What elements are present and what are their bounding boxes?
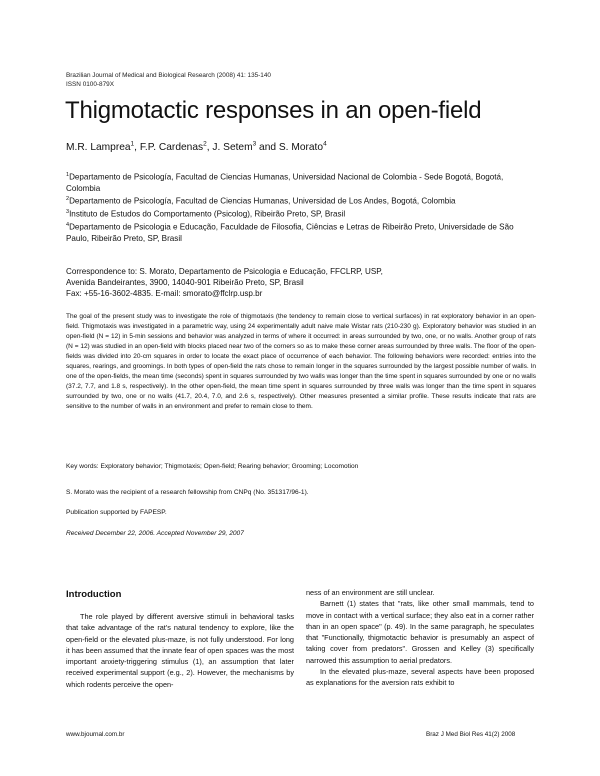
author-name: M.R. Lamprea: [66, 142, 131, 153]
author-list: [66, 142, 327, 153]
affiliation: [66, 194, 536, 207]
abstract: The goal of the present study was to investigate the role of thigmotaxis (the tendency to remain close to vertical surfaces) in rat exploratory behavior in an open-field. Thigmotaxis was investigated in a parametric way, using 24 experimentally adult naive male Wistar rats (210-230 g). Exploratory behavior was studied in an open-field (N = 12) in 5-min sessions and behavior was analyzed in terms of where it occurred: in areas surrounded by two, one, or no walls. Another group of rats (N = 12) was studied in an open-field with blocks placed near two of the corners so as to make these corner areas surrounded by three walls. The floor of the open-fields was divided into 20-cm squares in order to locate the exact place of occurrence of each behavior. The following behaviors were recorded: entries into the squares, rearings, and groomings. In both types of open-field the rats chose to remain longer in the squares surrounded by the largest possible number of walls. In one of the open-fields, the mean time (seconds) spent in squares surrounded by two walls was longer than the time spent in squares surrounded by one or no walls (37.2, 7.7, and 1.8 s, respectively). In the other open-field, the mean time spent in squares surrounded by three walls was longer than the time spent in squares surrounded by two, one or no walls (41.7, 20.4, 7.0, and 2.6 s, respectively). Other measures presented a similar profile. These results indicate that rats are sensitive to the number of walls in an environment and prefer to remain close to them.: [66, 313, 536, 410]
correspondence-line: Correspondence to: S. Morato, Departamento de Psicologia e Educação, FFCLRP, USP,: [66, 267, 383, 276]
affiliation-text: Departamento de Psicologia e Educação, Faculdade de Filosofia, Ciências e Letras de Ribeirão Preto, Universidade de São Paulo, Ribeirão Preto, SP, Brasil: [66, 222, 514, 243]
author-affiliation-mark: 3: [252, 140, 257, 148]
correspondence-line: Fax: +55-16-3602-4835. E-mail: smorato@ffclrp.usp.br: [66, 289, 263, 299]
author-affiliation-mark: 1: [130, 140, 135, 148]
author-separator: ,: [134, 142, 140, 153]
body-column-left: [66, 589, 294, 690]
body-paragraph: Barnett (1) states that "rats, like other small mammals, tend to move in contact with a vertical surface; they also eat in a corner rather than in an open space" (p. 49). In the same paragraph, he speculates that "Functionally, thigmotactic behavior is presumably an aspect of taking cover from predators". Grossen and Kelley (3) specifically narrowed this assumption to aerial predators.: [306, 599, 534, 665]
footer-citation: Braz J Med Biol Res 41(2) 2008: [426, 731, 516, 738]
received-dates: Received December 22, 2006. Accepted November 29, 2007: [66, 530, 244, 537]
affiliation-list: [66, 170, 536, 244]
affiliation-mark: 2: [66, 196, 70, 203]
section-heading-introduction: Introduction: [66, 589, 122, 600]
paper-title: Thigmotactic responses in an open-field: [65, 97, 482, 124]
body-paragraph: ness of an environment are still unclear.: [306, 588, 435, 597]
journal-header: [66, 71, 271, 89]
support-note: Publication supported by FAPESP.: [66, 509, 167, 516]
body-column-right: [306, 587, 534, 689]
author-name: J. Setem: [212, 142, 253, 153]
affiliation-text: Departamento de Psicología, Facultad de Ciencias Humanas, Universidad Nacional de Colombia - Sede Bogotá, Bogotá, Colombia: [66, 172, 504, 193]
journal-issn: ISSN 0100-879X: [66, 81, 114, 88]
correspondence-line: Avenida Bandeirantes, 3900, 14040-901 Ribeirão Preto, SP, Brasil: [66, 278, 304, 288]
affiliation: [66, 170, 536, 194]
fellowship-note: S. Morato was the recipient of a research fellowship from CNPq (No. 351317/96-1).: [66, 489, 309, 496]
author-affiliation-mark: 2: [203, 140, 207, 148]
affiliation-mark: 1: [66, 172, 70, 178]
footer-website: www.bjournal.com.br: [66, 731, 125, 738]
affiliation-mark: 4: [66, 221, 70, 228]
author-affiliation-mark: 4: [323, 140, 327, 148]
correspondence-block: [66, 266, 536, 300]
affiliation: [66, 220, 536, 244]
affiliation-mark: 3: [66, 208, 70, 215]
body-paragraph: The role played by different aversive stimuli in behavioral tasks that take advantage of the rat's natural tendency to explore, like the open-field or the elevated plus-maze, is not fully understood. For long it has been assumed that the innate fear of open spaces was the most important anxiety-triggering stimulus (1), an assumption that later received experimental support (e.g., 2). However, the mechanisms by which rodents perceive the open-: [66, 612, 294, 689]
affiliation-text: Instituto de Estudos do Comportamento (Psicolog), Ribeirão Preto, SP, Brasil: [69, 209, 346, 219]
keywords: Key words: Exploratory behavior; Thigmotaxis; Open-field; Rearing behavior; Grooming; Locomotion: [66, 463, 359, 470]
author-name: F.P. Cardenas: [139, 142, 204, 153]
journal-citation: Brazilian Journal of Medical and Biological Research (2008) 41: 135-140: [66, 72, 271, 79]
author-name: S. Morato: [278, 142, 324, 153]
body-paragraph: In the elevated plus-maze, several aspects have been proposed as explanations for the aversion rats exhibit to: [306, 667, 534, 688]
author-separator: ,: [206, 142, 213, 153]
affiliation: [66, 207, 536, 220]
affiliation-text: Departamento de Psicología, Facultad de Ciencias Humanas, Universidad de Los Andes, Bogotá, Colombia: [69, 196, 456, 206]
author-separator: and: [256, 142, 279, 153]
